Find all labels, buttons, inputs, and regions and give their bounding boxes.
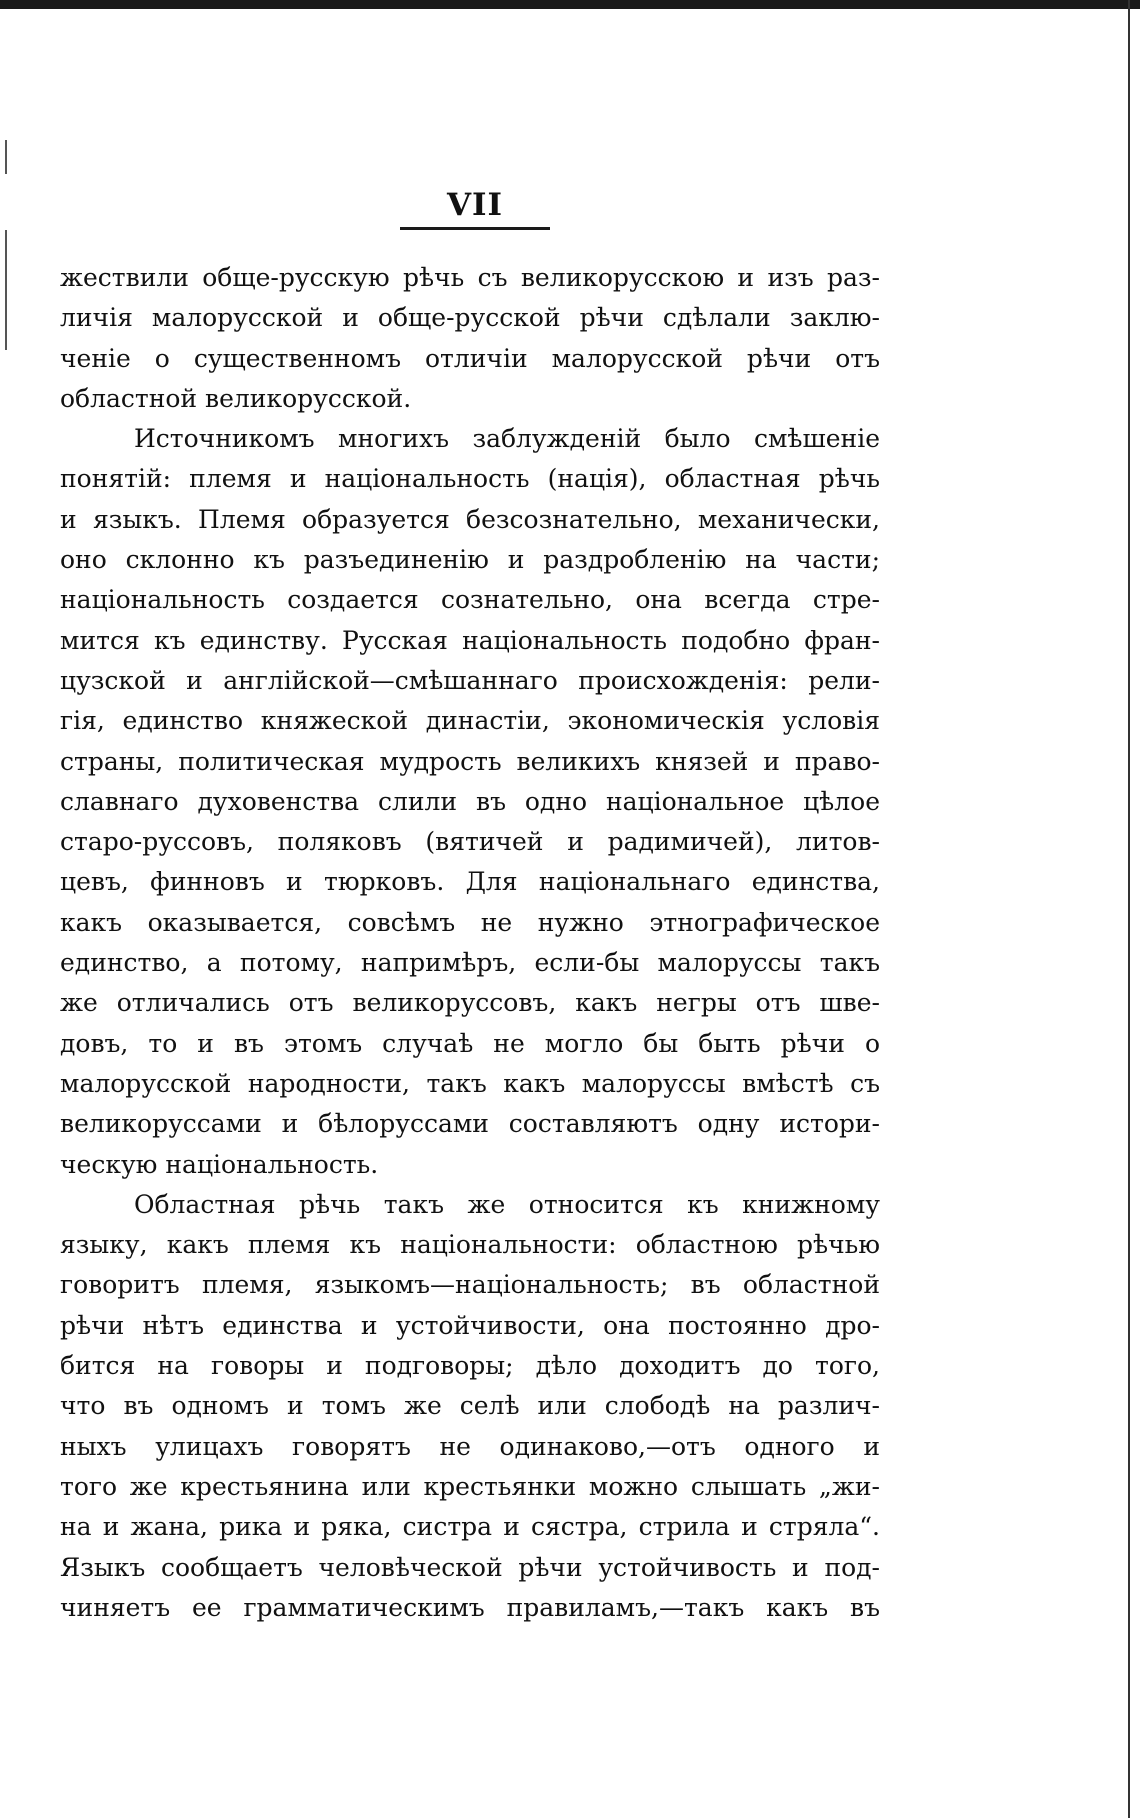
text-line: какъ оказывается, совсѣмъ не нужно этнографическое: [60, 907, 880, 937]
text-line: Языкъ сообщаетъ человѣческой рѣчи устойчивость и под-: [60, 1552, 880, 1582]
text-line: жествили обще-русскую рѣчь съ великорусскою и изъ раз-: [60, 263, 880, 292]
scan-right-edge: [1128, 0, 1130, 1818]
text-line: и языкъ. Племя образуется безсознательно, механически,: [60, 504, 880, 534]
text-line: ныхъ улицахъ говорятъ не одинаково,—отъ одного и: [60, 1431, 880, 1461]
text-line: національность создается сознательно, она всегда стре-: [60, 585, 880, 615]
text-line: бится на говоры и подговоры; дѣло доходитъ до того,: [60, 1351, 880, 1381]
text-line: что въ одномъ и томъ же селѣ или слободѣ на различ-: [60, 1391, 880, 1421]
header-rule: [400, 227, 550, 230]
text-line: великоруссами и бѣлоруссами составляютъ одну истори-: [60, 1109, 880, 1139]
page-number: VII: [446, 187, 504, 223]
text-line: малорусской народности, такъ какъ малоруссы вмѣстѣ съ: [60, 1068, 880, 1098]
text-line: говоритъ племя, языкомъ—національность; въ областной: [60, 1270, 880, 1300]
text-line: же отличались отъ великоруссовъ, какъ негры отъ шве-: [60, 988, 880, 1018]
text-line: языку, какъ племя къ національности: областною рѣчью: [60, 1230, 880, 1260]
text-line: ченіе о существенномъ отличіи малорусской рѣчи отъ: [60, 343, 880, 373]
text-line: славнаго духовенства слили въ одно національное цѣлое: [60, 786, 880, 816]
text-line: областной великорусской.: [60, 383, 412, 413]
text-line: того же крестьянина или крестьянки можно слышать „жи-: [60, 1471, 880, 1501]
paragraph-first-line: Областная рѣчь такъ же относится къ книжному: [134, 1189, 880, 1219]
margin-mark: [5, 230, 7, 350]
text-line: личія малорусской и обще-русской рѣчи сдѣлали заклю-: [60, 303, 880, 333]
text-line: мится къ единству. Русская національность подобно фран-: [60, 625, 880, 655]
text-line: цузской и англійской—смѣшаннаго происхожденія: рели-: [60, 665, 880, 695]
text-line: довъ, то и въ этомъ случаѣ не могло бы быть рѣчи о: [60, 1028, 880, 1058]
text-line: гія, единство княжеской династіи, экономическія условія: [60, 706, 880, 736]
body-text: [60, 258, 880, 1628]
text-line: понятій: племя и національность (нація), областная рѣчь: [60, 464, 880, 494]
text-line: цевъ, финновъ и тюрковъ. Для національнаго единства,: [60, 867, 880, 897]
margin-mark: [5, 140, 7, 174]
scan-top-edge: [0, 0, 1140, 9]
text-line: рѣчи нѣтъ единства и устойчивости, она постоянно дро-: [60, 1310, 880, 1340]
text-line: ческую національность.: [60, 1149, 379, 1179]
text-line: страны, политическая мудрость великихъ князей и право-: [60, 746, 880, 776]
text-line: старо-руссовъ, поляковъ (вятичей и радимичей), литов-: [60, 827, 880, 857]
paragraph-first-line: Источникомъ многихъ заблужденій было смѣшеніе: [134, 424, 880, 454]
page-header: [400, 188, 550, 230]
text-line: на и жана, рика и ряка, систра и сястра, стрила и стряла“.: [60, 1512, 880, 1542]
text-line: оно склонно къ разъединенію и раздробленію на части;: [60, 545, 880, 575]
text-line: чиняетъ ее грамматическимъ правиламъ,—такъ какъ въ: [60, 1592, 880, 1622]
text-line: единство, а потому, напримѣръ, если-бы малоруссы такъ: [60, 948, 880, 978]
